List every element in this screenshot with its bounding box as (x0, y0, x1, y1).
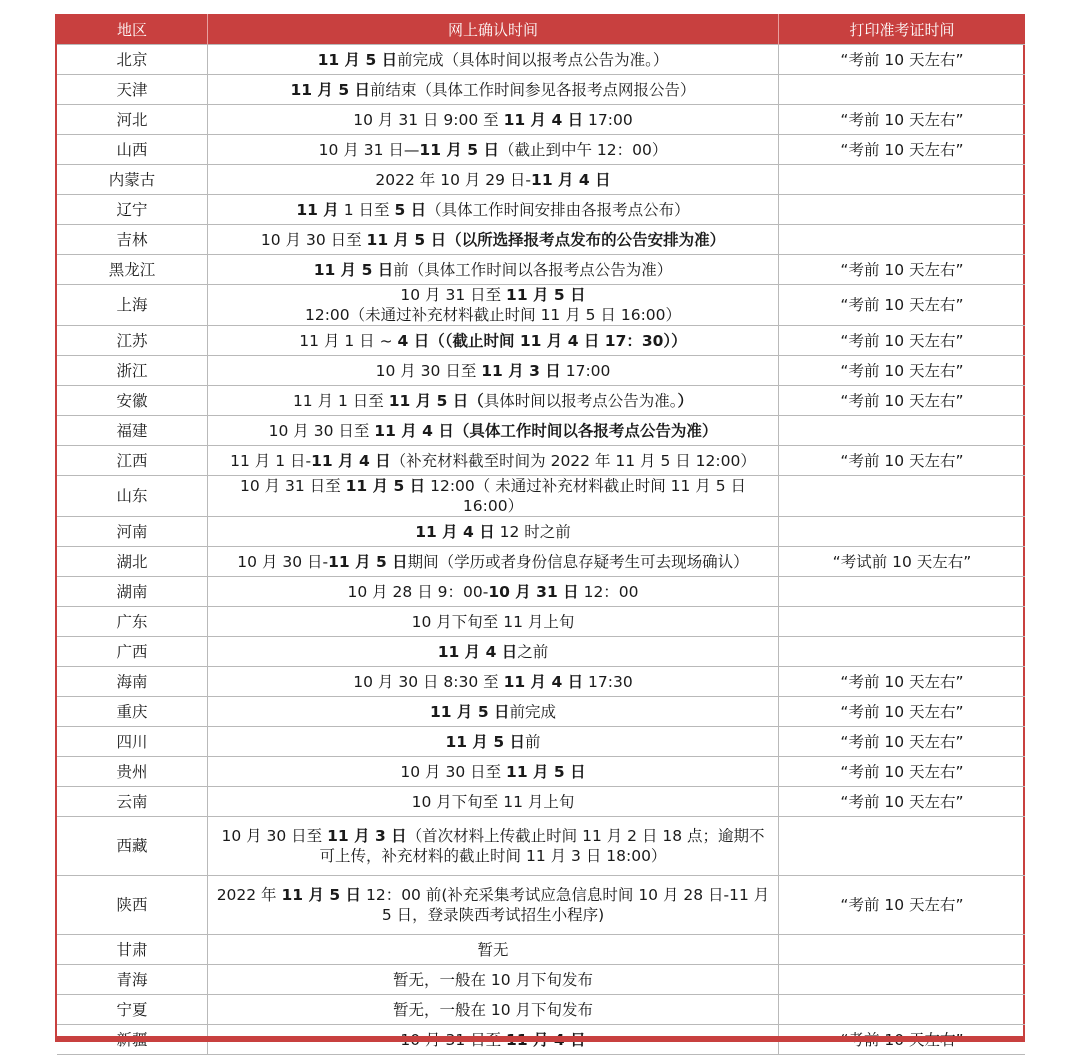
cell-confirm-time (208, 225, 779, 255)
cell-region: 广西 (57, 637, 208, 667)
confirm-text: 10 月 30 日- (237, 552, 329, 571)
cell-region: 贵州 (57, 757, 208, 787)
confirm-text: 1 日至 (338, 200, 395, 219)
cell-region: 河南 (57, 517, 208, 547)
cell-confirm-time (208, 135, 779, 165)
cell-print-time (779, 817, 1026, 876)
confirm-text-bold: 11 月 5 日（ (388, 391, 484, 410)
table-row (57, 195, 1025, 225)
table-row (57, 637, 1025, 667)
confirm-text-bold: 11 月 4 日 (531, 170, 611, 189)
confirm-text-bold: 11 月 4 日 (311, 451, 391, 470)
cell-region: 辽宁 (57, 195, 208, 225)
confirm-text: 10 月 31 日 9:00 至 (353, 110, 504, 129)
cell-region: 浙江 (57, 356, 208, 386)
cell-region: 西藏 (57, 817, 208, 876)
confirm-text: 10 月 31 日至 (400, 286, 507, 304)
cell-region: 山东 (57, 476, 208, 517)
cell-confirm-time (208, 935, 779, 965)
table-row (57, 75, 1025, 105)
cell-confirm-time (208, 637, 779, 667)
confirm-text: 12 时之前 (494, 522, 571, 541)
table-row (57, 697, 1025, 727)
confirm-text: 前结束（具体工作时间参见各报考点网报公告） (370, 80, 696, 99)
cell-print-time: “考前 10 天左右” (779, 446, 1026, 476)
confirm-text-bold: 11 月 4 日 (415, 522, 495, 541)
confirm-text: 10 月 30 日 8:30 至 (353, 672, 504, 691)
confirm-text: （截止到中午 12：00） (498, 140, 668, 159)
cell-print-time: “考前 10 天左右” (779, 285, 1026, 326)
confirm-text-bold: 4 日（（截止时间 11 月 4 日 17：30）） (397, 331, 687, 350)
cell-print-time (779, 965, 1026, 995)
confirm-text-bold: 10 月 31 日 (488, 582, 579, 601)
cell-print-time: “考前 10 天左右” (779, 45, 1026, 75)
table-row (57, 416, 1025, 446)
cell-region: 重庆 (57, 697, 208, 727)
table-row (57, 105, 1025, 135)
cell-confirm-time (208, 876, 779, 935)
cell-confirm-time (208, 757, 779, 787)
confirm-text-bold: 11 月 3 日 (327, 827, 407, 845)
cell-confirm-time (208, 667, 779, 697)
table-row (57, 326, 1025, 356)
cell-region: 青海 (57, 965, 208, 995)
confirm-text: 10 月 30 日至 (260, 230, 367, 249)
cell-print-time (779, 935, 1026, 965)
confirm-text: 暂无，一般在 10 月下旬发布 (392, 970, 594, 989)
cell-confirm-time (208, 547, 779, 577)
confirm-text-bold: 11 月 5 日 (419, 140, 499, 159)
cell-confirm-time (208, 165, 779, 195)
cell-print-time: “考前 10 天左右” (779, 876, 1026, 935)
cell-confirm-time (208, 607, 779, 637)
confirm-text-bold: 11 月 5 日 (281, 886, 362, 904)
table-row (57, 577, 1025, 607)
confirm-text: 之前 (517, 642, 549, 661)
cell-confirm-time (208, 105, 779, 135)
confirm-text: 10 月 28 日 9：00- (347, 582, 489, 601)
table-row (57, 476, 1025, 517)
cell-print-time: “考前 10 天左右” (779, 356, 1026, 386)
confirm-text: 10 月 30 日至 (375, 361, 482, 380)
confirm-text: 12：00 前(补充采集考试应急信息时间 10 月 28 日-11 月 (361, 886, 770, 904)
table-row (57, 255, 1025, 285)
table-row (57, 876, 1025, 935)
cell-confirm-time (208, 285, 779, 326)
cell-confirm-time (208, 386, 779, 416)
cell-print-time: “考前 10 天左右” (779, 697, 1026, 727)
cell-confirm-time (208, 727, 779, 757)
confirm-text: 期间（学历或者身份信息存疑考生可去现场确认） (407, 552, 749, 571)
table-row (57, 547, 1025, 577)
cell-region: 江西 (57, 446, 208, 476)
cell-print-time: “考前 10 天左右” (779, 326, 1026, 356)
confirm-text: 10 月下旬至 11 月上旬 (411, 612, 575, 631)
cell-region: 黑龙江 (57, 255, 208, 285)
confirm-text: （首次材料上传截止时间 11 月 2 日 18 点；逾期不 (406, 827, 765, 845)
cell-confirm-time (208, 326, 779, 356)
cell-confirm-time (208, 195, 779, 225)
table-header-row (57, 14, 1025, 45)
confirm-text-bold: 11 月 5 日 (328, 552, 408, 571)
confirm-text: （补充材料截至时间为 2022 年 11 月 5 日 12:00） (390, 451, 756, 470)
cell-print-time: “考前 10 天左右” (779, 667, 1026, 697)
cell-confirm-time (208, 517, 779, 547)
cell-region: 天津 (57, 75, 208, 105)
cell-print-time: “考试前 10 天左右” (779, 547, 1026, 577)
confirm-text-bold: 11 月 5 日 (429, 702, 510, 721)
cell-confirm-time (208, 446, 779, 476)
cell-confirm-time (208, 416, 779, 446)
confirm-text: 2022 年 10 月 29 日- (375, 170, 532, 189)
cell-print-time (779, 607, 1026, 637)
confirm-text: 10 月 31 日至 (239, 477, 346, 495)
cell-region: 宁夏 (57, 995, 208, 1025)
cell-region: 云南 (57, 787, 208, 817)
table-row (57, 667, 1025, 697)
cell-print-time (779, 577, 1026, 607)
cell-print-time (779, 416, 1026, 446)
cell-print-time (779, 75, 1026, 105)
cell-print-time: “考前 10 天左右” (779, 787, 1026, 817)
confirm-text-bold: 11 月 5 日 (506, 286, 586, 304)
cell-confirm-time (208, 75, 779, 105)
cell-print-time (779, 225, 1026, 255)
cell-confirm-time (208, 697, 779, 727)
cell-region: 湖北 (57, 547, 208, 577)
cell-print-time: “考前 10 天左右” (779, 727, 1026, 757)
confirm-text-bold: 11 月 5 日 (313, 260, 394, 279)
confirm-text: 10 月 30 日至 (268, 421, 375, 440)
confirm-text: 10 月 31 日— (318, 140, 420, 159)
table-row (57, 165, 1025, 195)
cell-region: 甘肃 (57, 935, 208, 965)
cell-region: 上海 (57, 285, 208, 326)
cell-region: 安徽 (57, 386, 208, 416)
cell-region: 河北 (57, 105, 208, 135)
schedule-table-frame (55, 14, 1025, 1042)
confirm-text: 暂无，一般在 10 月下旬发布 (392, 1000, 594, 1019)
confirm-text-bold: 5 日 (394, 200, 427, 219)
cell-region: 山西 (57, 135, 208, 165)
confirm-text: 前完成（具体时间以报考点公告为准。） (397, 50, 669, 69)
confirm-text: 5 日，登录陕西考试招生小程序) (381, 906, 605, 924)
confirm-text-bold: 11 月 4 日 (437, 642, 518, 661)
confirm-text-bold: 11 月 (296, 200, 339, 219)
cell-confirm-time (208, 255, 779, 285)
cell-print-time (779, 517, 1026, 547)
table-row (57, 935, 1025, 965)
table-row (57, 356, 1025, 386)
cell-confirm-time (208, 817, 779, 876)
cell-print-time: “考前 10 天左右” (779, 386, 1026, 416)
confirm-text-bold: 11 月 5 日 (445, 732, 526, 751)
schedule-table (57, 14, 1025, 1055)
cell-confirm-time (208, 965, 779, 995)
table-row (57, 285, 1025, 326)
cell-print-time: “考前 10 天左右” (779, 135, 1026, 165)
cell-confirm-time (208, 476, 779, 517)
confirm-text-bold: 11 月 3 日 (481, 361, 561, 380)
cell-region: 湖南 (57, 577, 208, 607)
table-row (57, 446, 1025, 476)
cell-region: 福建 (57, 416, 208, 446)
table-body (57, 45, 1025, 1055)
cell-confirm-time (208, 995, 779, 1025)
header-region: 地区 (57, 14, 208, 45)
table-row (57, 135, 1025, 165)
confirm-text-bold: 11 月 4 日 (503, 110, 584, 129)
cell-print-time (779, 195, 1026, 225)
table-row (57, 757, 1025, 787)
confirm-text-bold: 11 月 5 日 (290, 80, 371, 99)
table-row (57, 817, 1025, 876)
cell-region: 陕西 (57, 876, 208, 935)
table-row (57, 225, 1025, 255)
cell-print-time: “考前 10 天左右” (779, 757, 1026, 787)
confirm-text: 11 月 1 日 ~ (299, 331, 398, 350)
cell-confirm-time (208, 787, 779, 817)
confirm-text: 12：00 (578, 582, 639, 601)
cell-region: 广东 (57, 607, 208, 637)
table-row (57, 995, 1025, 1025)
confirm-text: 2022 年 (216, 886, 282, 904)
confirm-text: 前（具体工作时间以各报考点公告为准） (393, 260, 673, 279)
confirm-text: 10 月 30 日至 (400, 762, 507, 781)
confirm-text-bold: 11 月 5 日（以所选择报考点发布的公告安排为准） (366, 230, 726, 249)
confirm-text: 17:00 (560, 361, 611, 380)
confirm-text: 可上传，补充材料的截止时间 11 月 3 日 18:00） (319, 847, 667, 865)
header-print-time: 打印准考证时间 (779, 14, 1026, 45)
cell-print-time (779, 995, 1026, 1025)
table-row (57, 45, 1025, 75)
confirm-text: 11 月 1 日至 (292, 391, 389, 410)
cell-print-time: “考前 10 天左右” (779, 255, 1026, 285)
cell-region: 四川 (57, 727, 208, 757)
confirm-text-bold: 11 月 4 日（具体工作时间以各报考点公告为准） (374, 421, 718, 440)
table-row (57, 517, 1025, 547)
header-confirm-time: 网上确认时间 (208, 14, 779, 45)
confirm-text: 11 月 1 日- (230, 451, 312, 470)
confirm-text: 12:00（ 未通过补充材料截止时间 11 月 5 日 16:00） (425, 477, 747, 515)
confirm-text-bold: 11 月 4 日 (503, 672, 584, 691)
cell-confirm-time (208, 45, 779, 75)
cell-region: 北京 (57, 45, 208, 75)
confirm-text: 前 (525, 732, 541, 751)
cell-print-time (779, 476, 1026, 517)
table-row (57, 965, 1025, 995)
confirm-text: 10 月下旬至 11 月上旬 (411, 792, 575, 811)
confirm-text: 17:30 (583, 672, 633, 691)
cell-print-time (779, 637, 1026, 667)
cell-confirm-time (208, 577, 779, 607)
table-row (57, 727, 1025, 757)
confirm-text: 17:00 (583, 110, 633, 129)
confirm-text: 前完成 (509, 702, 557, 721)
cell-region: 海南 (57, 667, 208, 697)
confirm-text: 12:00（未通过补充材料截止时间 11 月 5 日 16:00） (304, 306, 682, 324)
table-row (57, 386, 1025, 416)
cell-print-time: “考前 10 天左右” (779, 105, 1026, 135)
confirm-text: 具体时间以报考点公告为准。 (483, 391, 678, 410)
table-row (57, 607, 1025, 637)
confirm-text: 10 月 30 日至 (221, 827, 328, 845)
table-row (57, 787, 1025, 817)
bottom-accent-bar (55, 1036, 1025, 1042)
cell-region: 吉林 (57, 225, 208, 255)
cell-region: 内蒙古 (57, 165, 208, 195)
confirm-text: 暂无 (477, 940, 509, 959)
confirm-text-bold: 11 月 5 日 (345, 477, 426, 495)
cell-region: 江苏 (57, 326, 208, 356)
cell-print-time (779, 165, 1026, 195)
confirm-text-bold: 11 月 5 日 (317, 50, 398, 69)
confirm-text: （具体工作时间安排由各报考点公布） (426, 200, 690, 219)
confirm-text-bold: ） (677, 391, 694, 410)
confirm-text-bold: 11 月 5 日 (506, 762, 586, 781)
cell-confirm-time (208, 356, 779, 386)
